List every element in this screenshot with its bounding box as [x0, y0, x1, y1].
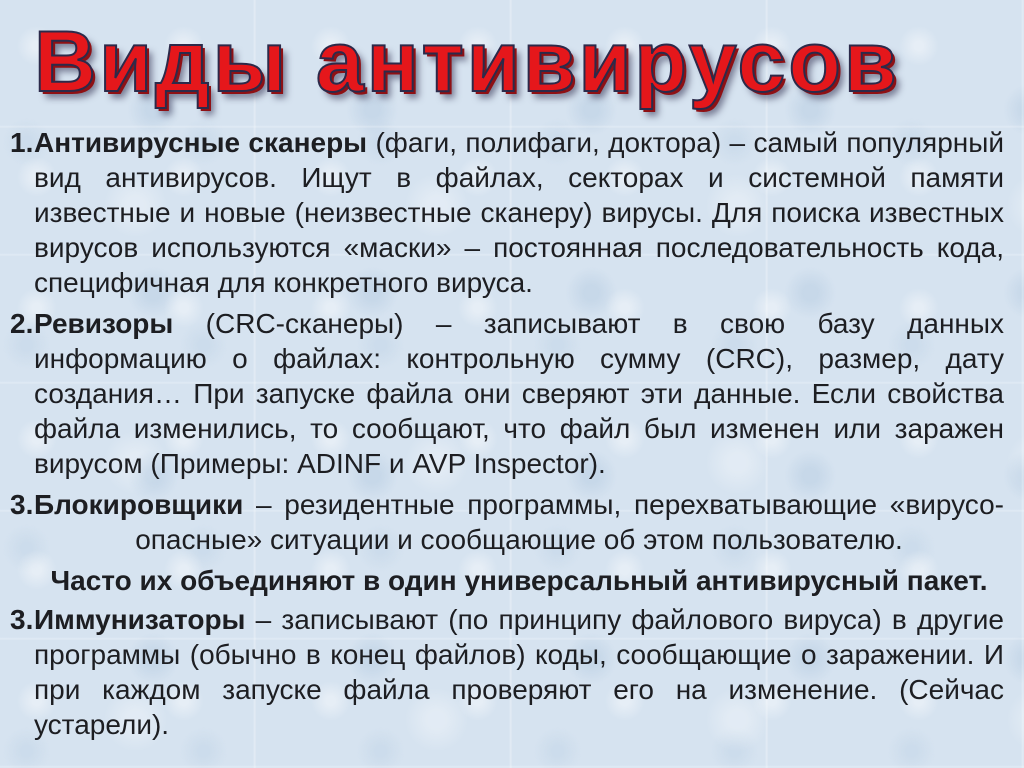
- list-item-auditors: [0, 306, 1024, 481]
- list-number: 2.: [10, 308, 34, 340]
- list-text: (фаги, полифаги, доктора) – самый популярный вид антивирусов. Ищут в файлах, секторах и системной памяти известные и новые (неизвестные сканеру) вирусы. Для поиска известных вирусов используются «маски» – постоянная последовательность кода, специфичная для конкретного вируса.: [34, 127, 1004, 299]
- list-text: (CRC-сканеры) – записывают в свою базу данных информацию о файлах: контрольную сумму (CRC), размер, дату создания… При запуске файла они сверяют эти данные. Если свойства файла изменились, то сообщают, что файл был изменен или заражен вирусом (Примеры: ADINF и AVP Inspector).: [34, 308, 1004, 480]
- list-number: 1.: [10, 127, 34, 159]
- list-item-blockers: [0, 487, 1024, 557]
- slide-body: [0, 113, 1024, 742]
- list-text: – записывают (по принципу файлового вируса) в другие программы (обычно в конец файлов) коды, сообщающие о заражении. И при каждом запуске файла проверяют его на изменение. (Сейчас устарели).: [34, 604, 1004, 741]
- slide-title: Виды антивирусов: [34, 14, 900, 110]
- list-text: – резидентные программы, перехватывающие «вирусо-опасные» ситуации и сообщающие об этом пользователю.: [135, 489, 1004, 556]
- list-term: Блокировщики: [34, 489, 244, 521]
- highlight-line: Часто их объединяют в один универсальный антивирусный пакет.: [50, 565, 988, 597]
- list-item-immunizers: [0, 602, 1024, 742]
- list-item-scanners: [0, 125, 1024, 300]
- list-term: Антивирусные сканеры: [34, 127, 368, 159]
- list-term: Ревизоры: [34, 308, 174, 340]
- list-number: 3.: [10, 489, 34, 521]
- list-number: 3.: [10, 604, 34, 636]
- list-term: Иммунизаторы: [34, 604, 246, 636]
